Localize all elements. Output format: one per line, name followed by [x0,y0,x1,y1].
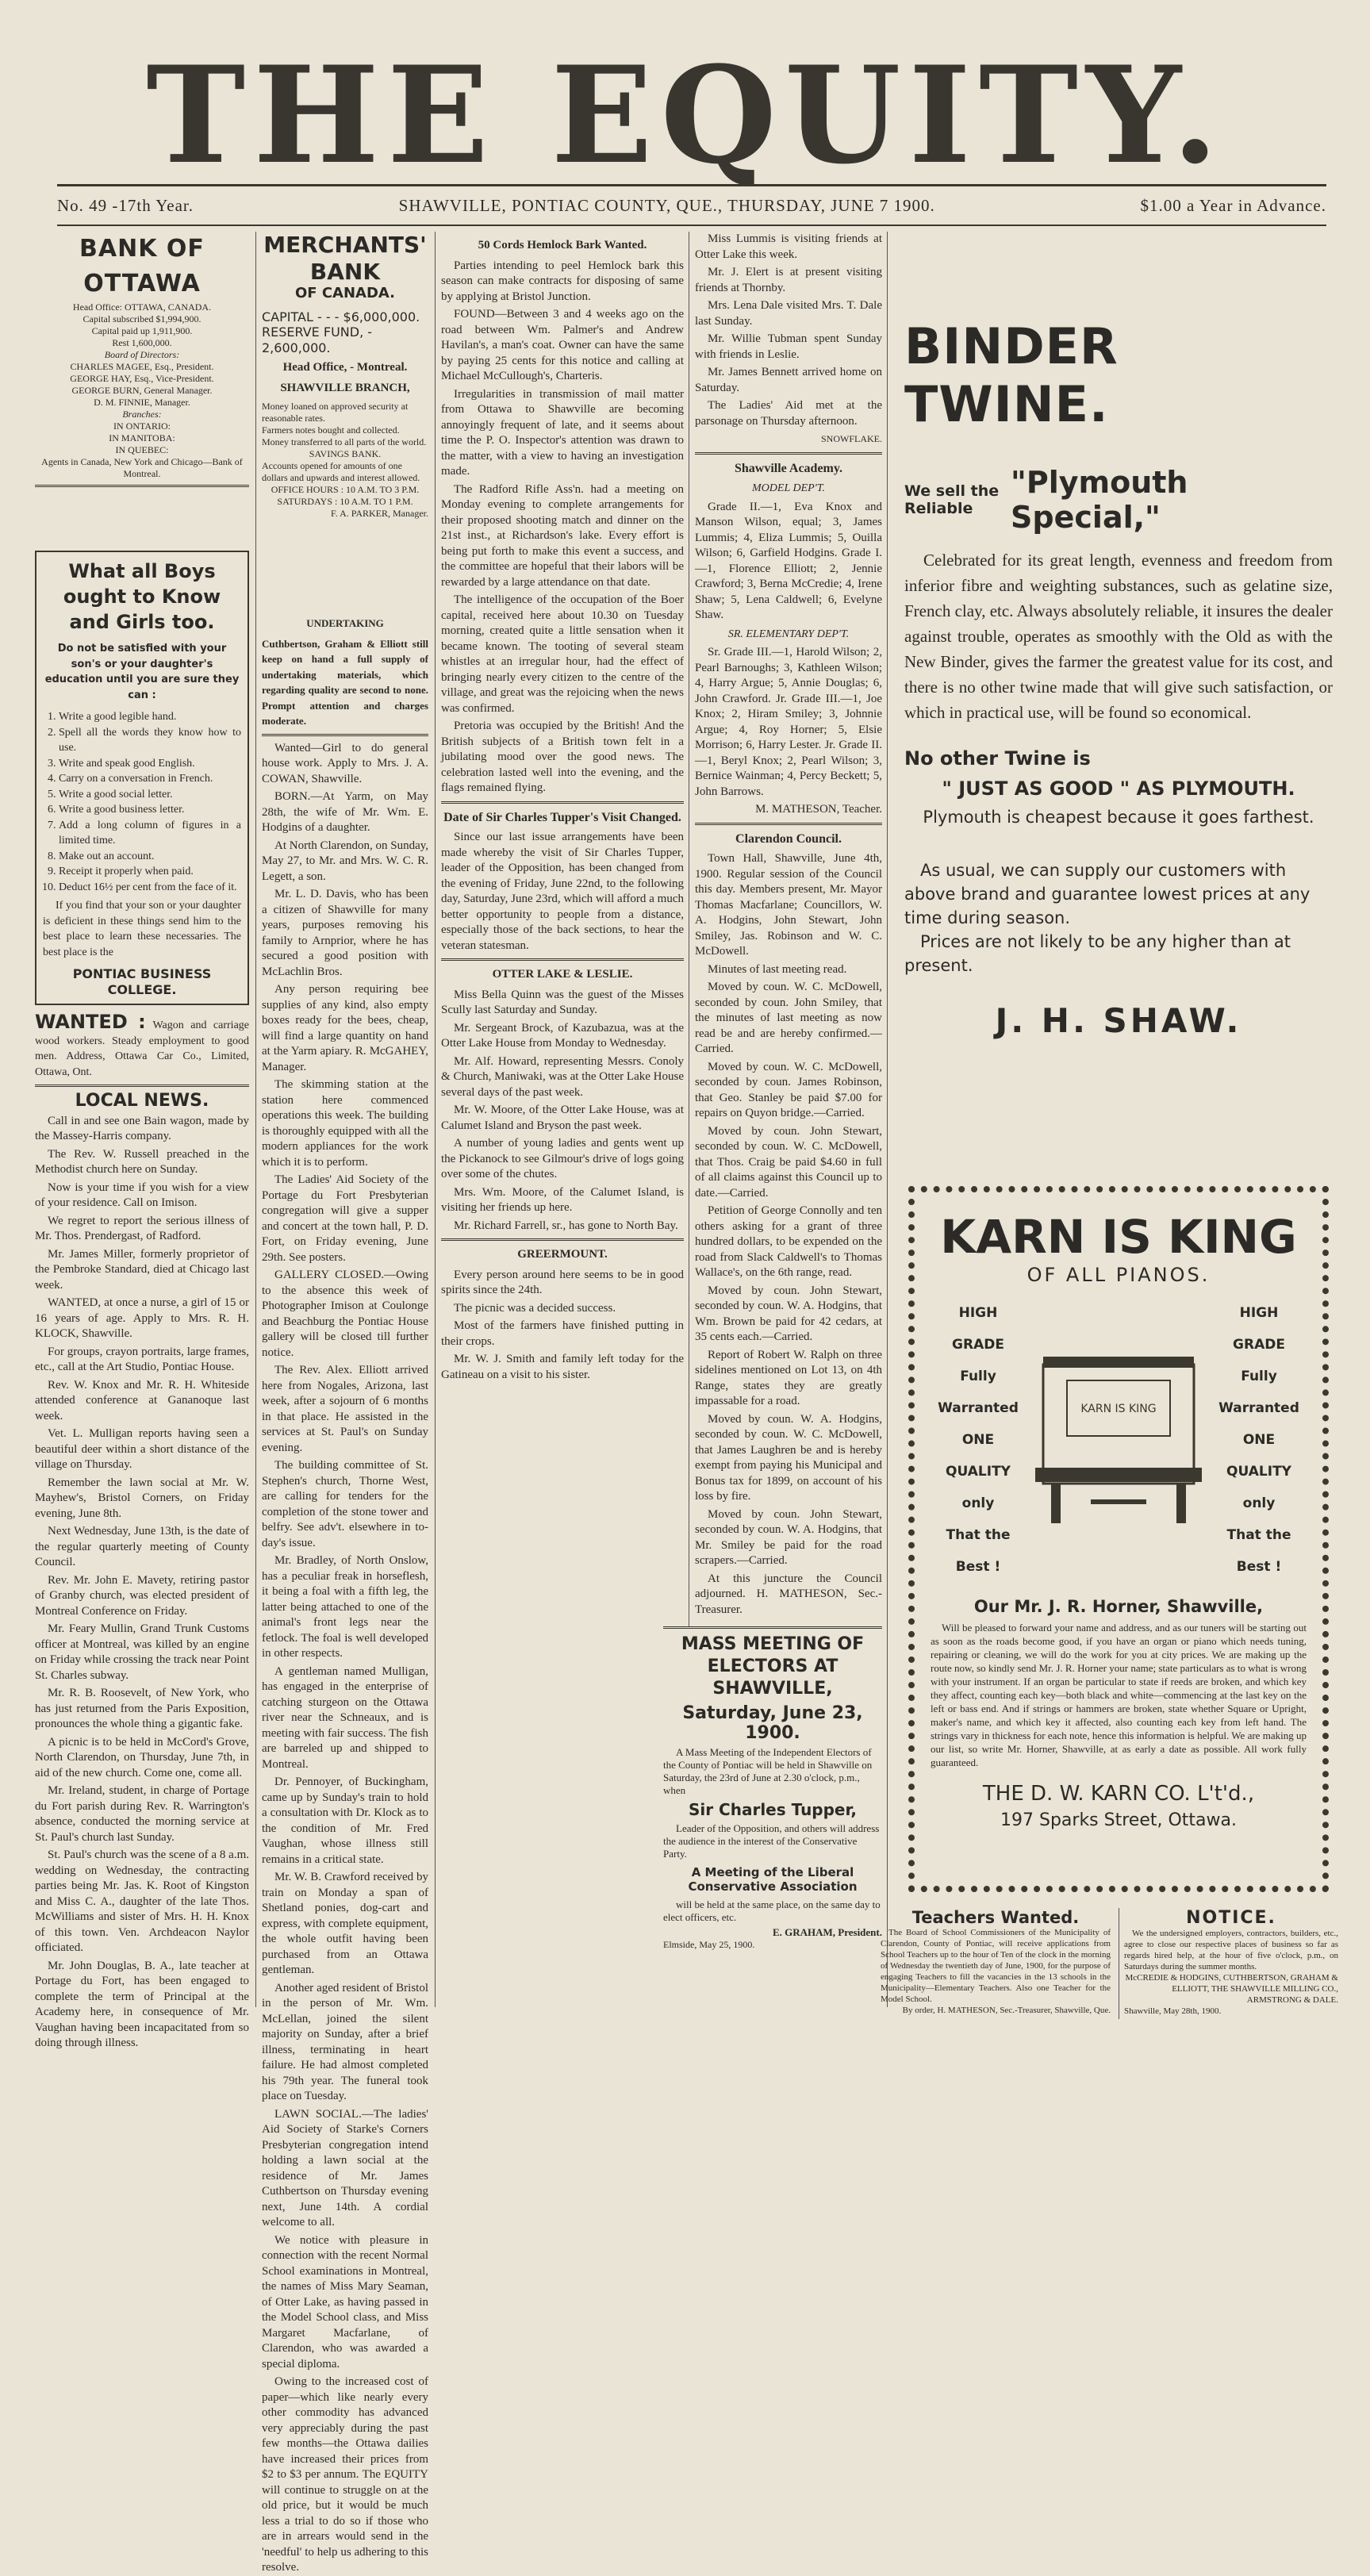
council-minute: Moved by coun. W. C. McDowell, seconded by coun. John Smiley, that the minutes of last meeting as now read be and are hereby confirmed.—Carried. [695,981,882,1055]
news-item: Next Wednesday, June 13th, is the date of the regular quarterly meeting of County Council. [35,1525,249,1568]
piano-illustration [1027,1349,1210,1531]
news-item: The Ladies' Aid Society of the Portage du Fort Presbyterian congregation will give a supper and concert at the town hall, P. D. Fort, on Friday evening, June 29th. See posters. [262,1173,428,1264]
teachers-heading: Teachers Wanted. [911,1908,1080,1927]
karn-left-list [931,1297,1026,1583]
council-minute: Report of Robert W. Ralph on three sidelines mentioned on Lot 13, on 4th Range, states they are greatly impassable for a road. [695,1348,882,1407]
news-item: FOUND—Between 3 and 4 weeks ago on the road between Wm. Palmer's and Andrew Havilan's, a man's coat. Owner can have the same by paying 25 cents for this notice and calling at Michael McCullough's, Charteris. [441,308,684,382]
news-item: Mr. R. B. Roosevelt, of New York, who has just returned from the Paris Exposition, pronounces the whole thing a gigantic fake. [35,1687,249,1730]
undertaking-text: Cuthbertson, Graham & Elliott still keep on hand a full supply of undertaking materials, which regarding quality are second to none. Prompt attention and charges moderate. [262,637,428,727]
branches-heading: Branches: [122,409,162,420]
news-item: Mrs. Wm. Moore, of the Calumet Island, is visiting her friends up here. [441,1185,684,1214]
we-sell-label: We sell the Reliable [904,482,1000,517]
council-minute: Moved by coun. W. C. McDowell, seconded by coun. James Robinson, that Geo. Stanley be paid $7.00 for repairs on Quyon bridge.—Carried. [695,1060,882,1119]
news-item: The skimming station at the station here commenced operations this week. The building is thoroughly equipped with all the modern appliances for the work which it is to perform. [262,1078,428,1169]
news-item: The Rev. Alex. Elliott arrived here from Nogales, Arizona, last week, after a sojourn of 6 months in that place. He assisted in the services at St. Paul's on Sunday evening. [262,1364,428,1454]
business-college-name: PONTIAC BUSINESS COLLEGE. [72,966,212,997]
hemlock-heading: 50 Cords Hemlock Bark Wanted. [478,239,647,251]
binder-twine-title: BINDER TWINE. [904,317,1119,433]
news-item: The Ladies' Aid met at the parsonage on Thursday afternoon. [695,399,882,428]
subscription-price: $1.00 a Year in Advance. [1140,195,1326,215]
council-minute: At this juncture the Council adjourned. H. MATHESON, Sec.-Treasurer. [695,1572,882,1616]
council-heading: Clarendon Council. [735,831,842,846]
news-item: Most of the farmers have finished putting in their crops. [441,1319,684,1348]
council-minute: Moved by coun. John Stewart, seconded by coun. W. A. Hodgins, that Mr. Smiley be paid for the road scrapers.—Carried. [695,1507,882,1567]
issue-number: No. 49 -17th Year. [57,195,194,215]
academy-heading: Shawville Academy. [734,461,842,475]
saturday-hours: SATURDAYS : 10 A.M. TO 1 P.M. [277,496,413,507]
directors-heading: Board of Directors: [104,349,180,360]
dealer-name: J. H. SHAW. [995,1001,1242,1040]
tupper-text: Since our last issue arrangements have been made whereby the visit of Sir Charles Tupper, leader of the Opposition, has been changed from the evening of Friday, June 22nd, to the following day, Saturday, June 23rd, which will afford a much better opportunity to people from a distance, especially those of the back sections, to hear the veteran statesman. [441,831,684,952]
elementary-dept-heading: SR. ELEMENTARY DEP'T. [727,628,850,640]
news-item: Rev. W. Knox and Mr. R. H. Whiteside attended conference at Gananoque last week. [35,1378,249,1422]
council-minute: Minutes of last meeting read. [708,962,847,976]
bank-line: Capital subscribed $1,994,900. [83,313,201,324]
bank-service: Money transferred to all parts of the world. [262,436,427,447]
place-date: SHAWVILLE, PONTIAC COUNTY, QUE., THURSDAY, JUNE 7 1900. [398,195,935,215]
karn-feature: only [1242,1495,1276,1511]
bank-head-office: Head Office, - Montreal. [282,361,408,374]
news-item: Miss Bella Quinn was the guest of the Misses Scully last Saturday and Sunday. [441,988,684,1016]
tupper-heading: Date of Sir Charles Tupper's Visit Changed. [443,810,681,824]
news-item: WANTED, at once a nurse, a girl of 15 or 16 years of age. Apply to Mrs. R. H. KLOCK, Shawville. [35,1296,249,1340]
karn-feature: Fully Warranted [1218,1369,1299,1416]
list-item: 9. Receipt it properly when paid. [59,864,241,880]
plymouth-row [904,465,1333,535]
bank-manager: GEORGE BURN, General Manager. [71,385,213,396]
plymouth-brand: "Plymouth Special," [1011,465,1188,535]
masthead-title: THE EQUITY. [146,36,1226,194]
merchants-bank-subtitle: OF CANADA. [294,285,396,301]
correspondent-signature: SNOWFLAKE. [821,433,882,444]
column-rule [887,232,888,2007]
news-item: Irregularities in transmission of mail matter from Ottawa to Shawville are becoming annoyingly frequent of late, and it seems about time the P. O. Inspector's attention was drawn to the matter, with a view to having an investigation made. [441,387,684,478]
karn-feature: Fully Warranted [938,1369,1019,1416]
karn-feature: HIGH GRADE [952,1305,1004,1353]
bank-manager: D. M. FINNIE, Manager. [94,397,190,408]
wanted-text: Wagon and carriage wood workers. Steady employment to good men. Address, Ottawa Car Co., Limited, Ottawa, Ont. [35,1019,250,1078]
karn-address: 197 Sparks Street, Ottawa. [1000,1810,1237,1830]
elementary-results: Sr. Grade III.—1, Harold Wilson; 2, Pearl Barnoughs; 3, Kathleen Wilson; 4, Harry Argue; 5, Annie Douglas; 6, John Crawford. Jr. Grade III.—1, Joe Knox; 2, Hiram Smiley; 3, Johnnie Argue; 4, Roy Horner; 5, Elsie Morrison; 6, Harry Lester. Jr. Grade II.—1, Beryl Knox; 2, Pearl Wilson; 3, Bernice Wainman; 4, Percy Beckett; 5, John Barrows. [695,646,882,798]
list-item: 5. Write a good social letter. [59,787,241,803]
news-item: Mrs. Lena Dale visited Mrs. T. Dale last Sunday. [695,299,882,328]
news-item: Remember the lawn social at Mr. W. Mayhew's, Bristol Corners, on Friday evening, June 8th. [35,1476,249,1520]
news-item: Mr. Ireland, student, in charge of Portage du Fort parish during Rev. R. Warrington's absence, conducted the morning service at St. Paul's church last Sunday. [35,1784,249,1844]
boys-ad-closing: If you find that your son or your daughter is deficient in these things send him to the best place to learn these necessaries. The best place is the [43,900,241,958]
karn-feature: That the Best ! [1226,1527,1291,1575]
news-item: The building committee of St. Stephen's church, Thorne West, are calling for tenders for the completion of the stone tower and belfry. See adv't. elsewhere in to-day's issue. [262,1459,428,1549]
mass-meeting-date: Saturday, June 23, 1900. [682,1703,863,1743]
karn-piano-ad [908,1186,1329,1892]
wanted-title: WANTED : [35,1011,146,1033]
news-item: Mr. W. J. Smith and family left today for the Gatineau on a visit to his sister. [441,1353,684,1381]
news-item: Vet. L. Mulligan reports having seen a beautiful deer within a short distance of the village on Thursday. [35,1427,249,1471]
news-item: Rev. Mr. John E. Mavety, retiring pastor of Granby church, was elected president of Montreal Conference on Friday. [35,1573,249,1618]
news-item: Mr. Richard Farrell, sr., has gone to North Bay. [454,1219,678,1232]
news-item: We notice with pleasure in connection with the recent Normal School examinations in Montreal, the names of Miss Mary Seaman, of Otter Lake, as having passed in the Model School class, and Miss Margaret Macfarlane, of Clarendon, who was awarded a special diploma. [262,2233,428,2371]
merchants-bank-title: MERCHANTS' BANK [263,232,427,285]
bank-of-ottawa-ad [35,232,249,480]
news-item: Wanted—Girl to do general house work. Apply to Mrs. J. A. COWAN, Shawville. [262,741,428,785]
news-item: Mr. W. B. Crawford received by train on Monday a span of Shetland ponies, dog-cart and express, with complete equipment, the whole outfit having been purchased from an Ottawa gentleman. [262,1871,428,1976]
bank-line: Rest 1,600,000. [112,337,172,348]
bank-line: Head Office: OTTAWA, CANADA. [72,301,212,313]
teachers-wanted-ad [881,1908,1111,2019]
savings-text: Accounts opened for amounts of one dollars and upwards and interest allowed. [262,460,420,483]
council-minute: Petition of George Connolly and ten others asking for a grant of three hundred dollars, to be expended on the road from Slack Caldwell's to Thomas Wallace's, on the 6th range, read. [695,1204,882,1279]
bank-manager-name: F. A. PARKER, Manager. [331,508,428,519]
news-item: Mr. James Miller, formerly proprietor of the Pembroke Standard, died at Chicago last week. [35,1247,249,1292]
list-item: 10. Deduct 16½ per cent from the face of it. [59,880,241,896]
news-item: Mr. Bradley, of North Onslow, has a peculiar freak in horseflesh, it being a foal with a fifth leg, the latter being attached to one of the animal's front legs near the fetlock. The foal is well developed in other respects. [262,1554,428,1660]
karn-feature: only [961,1495,995,1511]
column-1 [35,232,250,2049]
karn-feature: ONE QUALITY [1226,1432,1291,1480]
model-dept-heading: MODEL DEP'T. [752,482,825,494]
karn-agent-text: Will be pleased to forward your name and address, and as our tuners will be starting out as soon as the roads become good, if you have an organ or piano which needs tuning, repairing or cleaning, we will do the work for you at city prices. We are making up the route now, so kindly send Mr. J. R. Horner your name; state particulars as to what is wrong with your instrument. If an organ be particular to state if reeds are broken, and which key they affect, counting each key—both black and white—commencing at the last key on the left or bass end. And if strings or hammers are broken, state whether Square or Upright, maker's name, and which key it affected, also counting each key from left hand. The strings vary in thickness for each note, hence this information is helpful. We are making up our list, so write Mr. Horner, Shawville, at as early a date as possible. All work fully guaranteed. [931,1622,1307,1768]
otter-lake-heading: OTTER LAKE & LESLIE. [492,968,633,981]
president-signature: E. GRAHAM, President. [772,1926,882,1938]
usual-supply: As usual, we can supply our customers with above brand and guarantee lowest prices at any time during season. [904,861,1311,927]
column-rule [255,232,256,2007]
director: CHARLES MAGEE, Esq., President. [70,361,214,372]
news-item: St. Paul's church was the scene of a 8 a.m. wedding on Wednesday, the contracting parties being Mr. Jas. K. Root of Kingston and Miss C. A., daughter of the late Thos. McWilliams and sister of Mrs. H. H. Knox of this town. Ven. Archdeacon Naylor officiated. [35,1849,249,1954]
karn-agent: Our Mr. J. R. Horner, Shawville, [973,1597,1264,1616]
merchants-bank-ad [262,232,428,520]
hemlock-text: Parties intending to peel Hemlock bark this season can make contracts for disposing of same by applying at Bristol Junction. [441,259,684,303]
council-minute: Moved by coun. John Stewart, seconded by coun. W. C. McDowell, that Thos. Craig be paid $4.60 in full of all claims against this Council up to date.—Carried. [695,1124,882,1200]
news-item: For groups, crayon portraits, large frames, etc., call at the Art Studio, Pontiac House. [35,1345,249,1373]
notice-heading: NOTICE. [1186,1908,1276,1928]
bank-capital: CAPITAL - - - $6,000,000. [262,309,420,324]
undertaking-heading: UNDERTAKING [306,617,384,629]
karn-right-list [1211,1297,1307,1583]
bank-agents: Agents in Canada, New York and Chicago—Bank of Montreal. [41,456,243,479]
news-item: At North Clarendon, on Sunday, May 27, to Mr. and Mrs. W. C. R. Legett, a son. [262,839,429,883]
news-item: Any person requiring bee supplies of any kind, also empty boxes ready for the bees, cheap, will find a large quantity on hand at the Yarm apiary. R. McGAHEY, Manager. [262,983,428,1073]
greermount-heading: GREERMOUNT. [517,1248,608,1261]
notice-text: We the undersigned employers, contractors, builders, etc., agree to close our respective places of business so far as regards hired help, at the hour of five o'clock, p.m., on Saturdays during the summer months. [1124,1929,1338,1971]
news-item: Owing to the increased cost of paper—which like nearly every other commodity has advanced very appreciably during the past few months—the Ottawa dailies have increased their prices from $2 to $3 per annum. The EQUITY will continue to struggle on at the old price, but it would be much less a trial to do so if those who are in arrears would send in the 'needful' to help us adhering to this resolve. [262,2375,428,2574]
twine-description: Celebrated for its great length, evenness and freedom from inferior fibre and weighting substances, such as gelatine size, French clay, etc. Always absolutely reliable, it insures the dealer against trouble, operates as smoothly with the Old as with the New Binder, gives the farmer the greatest value for its cost, and there is no other twine made that will give such satisfaction, or which in practical use, will be found so economical. [904,551,1333,722]
bank-service: Money loaned on approved security at reasonable rates. [262,401,409,424]
boys-ought-to-know-ad [35,551,249,1005]
bank-of-ottawa-title: BANK OF OTTAWA [79,235,205,298]
news-item: The picnic was a decided success. [454,1301,616,1315]
mass-meeting-text-2: Leader of the Opposition, and others will address the audience in the interest of the Conservative Party. [663,1822,880,1860]
bank-branch: SHAWVILLE BRANCH, [280,381,410,394]
bank-service: Farmers notes bought and collected. [262,424,400,436]
notice-date: Shawville, May 28th, 1900. [1124,2006,1222,2016]
news-item: Dr. Pennoyer, of Buckingham, came up by Sunday's train to hold a consultation with Dr. Klock as to the condition of Mr. Fred Vaughan, whose illness still remains in a critical state. [262,1776,428,1866]
council-minute: Moved by coun. John Stewart, seconded by coun. W. A. Hodgins, that Wm. Brown be paid for 42 cedars, at 35 cents each.—Carried. [695,1284,882,1343]
local-news-heading: LOCAL NEWS. [75,1091,209,1111]
list-item: 3. Write and speak good English. [59,756,241,772]
news-item: Another aged resident of Bristol in the person of Mr. Wm. McLellan, joined the silent majority on Sunday, after a brief illness, terminating in heart failure. He had almost completed his 79th year. The funeral took place on Tuesday. [262,1981,428,2102]
news-item: Mr. W. Moore, of the Otter Lake House, was at Calumet Island and Bryson the past week. [441,1104,684,1132]
skills-list [59,709,241,895]
column-2-lower [262,609,429,2574]
news-item: We regret to report the serious illness of Mr. Thos. Prendergast, of Radford. [35,1214,249,1242]
just-as-good: " JUST AS GOOD " AS PLYMOUTH. [942,777,1295,800]
list-item: 4. Carry on a conversation in French. [59,771,241,787]
mass-meeting-title: MASS MEETING OF ELECTORS AT SHAWVILLE, [681,1634,865,1699]
karn-body-row [931,1297,1307,1583]
news-item: GALLERY CLOSED.—Owing to the absence this week of Photographer Imison at Coulonge and Beachburg the Pontiac House gallery will be closed till further notice. [262,1269,428,1359]
news-item: Every person around here seems to be in good spirits since the 24th. [441,1268,684,1296]
cheapest-line: Plymouth is cheapest because it goes farthest. [923,808,1314,827]
karn-feature: HIGH GRADE [1233,1305,1285,1353]
bank-reserve: RESERVE FUND, - 2,600,000. [262,324,373,355]
news-item: BORN.—At Yarm, on May 28th, the wife of Mr. Wm. E. Hodgins of a daughter. [262,790,428,834]
teachers-signature: By order, H. MATHESON, Sec.-Treasurer, Shawville, Que. [902,2006,1111,2015]
column-3 [441,232,684,2015]
meeting-place-date: Elmside, May 25, 1900. [663,1939,755,1950]
karn-title: KARN IS KING [940,1210,1297,1264]
association-meeting: A Meeting of the Liberal Conservative Association [688,1865,858,1894]
news-item: LAWN SOCIAL.—The ladies' Aid Society of Starke's Corners Presbyterian congregation intend holding a lawn social at the residence of Mr. James Cuthbertson on Thursday evening next, June 14th. A cordial welcome to all. [262,2107,428,2229]
teachers-text: The Board of School Commissioners of the Municipality of Clarendon, County of Pontiac, will receive applications from School Teachers up to the hour of Ten of the clock in the morning of Wednesday the twentieth day of June, 1900, for the purpose of engaging Teachers to fill the vacancies in the 13 schools in the Municipality—Elementary Teachers. Also one Teacher for the Model School. [881,1928,1111,2004]
karn-company: THE D. W. KARN CO. L't'd., [982,1782,1255,1806]
list-item: 6. Write a good business letter. [59,802,241,818]
mass-meeting-ad [663,1626,882,2010]
boys-ad-intro: Do not be satisfied with your son's or your daughter's education until you are sure they can : [44,643,240,701]
news-item: The Radford Rifle Ass'n. had a meeting on Monday evening to complete arrangements for their proposed shooting match and dinner on the 21st inst., at Richardson's lake. Every effort is being put forth to make this event a success, and the committee are hopeful that their labors will be rewarded by a large attendance on that date. [441,482,684,589]
news-item: Pretoria was occupied by the British! And the British subjects of a British town felt in a jubilating mood over the good news. The celebration lasted well into the evening, and the flags remained flying. [441,720,684,794]
wanted-ad [35,1011,250,1080]
list-item: 1. Write a good legible hand. [59,709,241,725]
notice-names: McCREDIE & HODGINS, CUTHBERTSON, GRAHAM & ELLIOTT, THE SHAWVILLE MILLING CO., ARMSTRONG & DALE. [1125,1973,1338,2005]
news-item: A picnic is to be held in McCord's Grove, North Clarendon, on Thursday, June 7th, in aid of the new church. Come one, come all. [35,1735,249,1779]
bank-line: Capital paid up 1,911,900. [91,325,193,336]
piano-label: KARN IS KING [1080,1403,1157,1415]
news-item: Call in and see one Bain wagon, made by the Massey-Harris company. [35,1114,249,1142]
news-item: Mr. Alf. Howard, representing Messrs. Conoly & Church, Maniwaki, was at the Otter Lake House several days of the past week. [441,1054,684,1099]
news-item: Mr. L. D. Davis, who has been a citizen of Shawville for many years, purposes removing his family to Arnprior, where he has secured a good position with McLachlin Bros. [262,888,428,978]
branches-ontario: IN ONTARIO: [113,420,171,432]
dateline-bar [57,184,1326,226]
savings-bank-heading: SAVINGS BANK. [309,448,382,459]
mass-meeting-text-3: will be held at the same place, on the same day to elect officers, etc. [663,1898,881,1923]
mass-meeting-text: A Mass Meeting of the Independent Electors of the County of Pontiac will be held in Shawville on Saturday, the 23rd of June at 2.30 o'clock, p.m., when [663,1746,873,1796]
karn-feature: That the Best ! [946,1527,1011,1575]
council-minute: Moved by coun. W. A. Hodgins, seconded by coun. W. C. McDowell, that James Laughren be and is hereby exempt from paying his Municipal and Bonus tax for 1899, on account of his loss by fire. [695,1412,882,1503]
no-other-twine: No other Twine is [904,747,1091,770]
news-item: Mr. James Bennett arrived home on Saturday. [695,366,882,394]
council-minute: Town Hall, Shawville, June 4th, 1900. Regular session of the Council this day. Members present, Mr. Mayor Thomas Macfarlane; Councillors, W. A. Hodgins, John Stewart, John Smiley, Jas. Robinson and W. C. McDowell. [695,852,882,958]
binder-twine-ad [904,309,1333,1150]
list-item: 8. Make out an account. [59,849,241,865]
list-item: 7. Add a long column of figures in a limited time. [59,818,241,849]
boys-ad-title: What all Boys ought to Know and Girls too. [63,560,221,633]
teacher-signature: M. MATHESON, Teacher. [755,803,882,816]
prices-line: Prices are not likely to be any higher than at present. [904,932,1291,975]
column-rule [435,232,436,2007]
karn-feature: ONE QUALITY [946,1432,1011,1480]
news-item: Mr. J. Elert is at present visiting friends at Thornby. [695,266,882,294]
karn-subtitle: OF ALL PIANOS. [1027,1264,1211,1286]
notice-ad [1119,1908,1338,2019]
news-item: Mr. Willie Tubman spent Sunday with friends in Leslie. [695,332,882,361]
news-item: A gentleman named Mulligan, has engaged in the enterprise of catching sturgeon on the Ottawa river near the Schneaux, and is meeting with fair success. The fish are barreled up and shipped to Montreal. [262,1664,428,1771]
academy-results: Grade II.—1, Eva Knox and Manson Wilson, equal; 3, James Lummis; 4, Eliza Lummis; 5, Ouilla Wilson; 6, Garfield Hodgins. Grade I.—1, Florence Elliott; 2, Jennie Crawford; 3, Berna McCredie; 4, Irene Shaw; 5, Lena Caldwell; 6, Evelyne Shaw. [695,500,882,621]
news-item: Mr. Feary Mullin, Grand Trunk Customs officer at Montreal, was killed by an engine on Friday while crossing the track near Point St. Charles subway. [35,1622,249,1682]
news-item: The Rev. W. Russell preached in the Methodist church here on Sunday. [35,1147,249,1176]
news-item: Mr. Sergeant Brock, of Kazubazua, was at the Otter Lake House from Monday to Wednesday. [441,1021,684,1050]
branches-quebec: IN QUEBEC: [115,444,169,455]
news-item: The intelligence of the occupation of the Boer capital, received here about 10.30 on Tuesday morning, created quite a little sensation when it became known. The tooting of several steam whistles at an irregular hour, had the effect of bringing nearly every citizen to the centre of the village, and great was the rejoicing when the news was confirmed. [441,593,684,715]
news-item: Mr. John Douglas, B. A., late teacher at Portage du Fort, has been engaged to complete the term of Principal at the Academy here, in consequence of Mr. Vaughan having been incapacitated from so doing through illness. [35,1959,249,2049]
list-item: 2. Spell all the words they know how to use. [59,725,241,756]
news-item: Miss Lummis is visiting friends at Otter Lake this week. [695,232,882,261]
news-item: Now is your time if you wish for a view of your residence. Call on Imison. [35,1181,249,1209]
branches-manitoba: IN MANITOBA: [109,432,175,443]
office-hours: OFFICE HOURS : 10 A.M. TO 3 P.M. [271,484,420,495]
news-item: A number of young ladies and gents went up the Pickanock to see Gilmour's drive of logs going over some of the chutes. [441,1137,684,1181]
speaker-name: Sir Charles Tupper, [688,1800,858,1819]
director: GEORGE HAY, Esq., Vice-President. [70,373,214,384]
